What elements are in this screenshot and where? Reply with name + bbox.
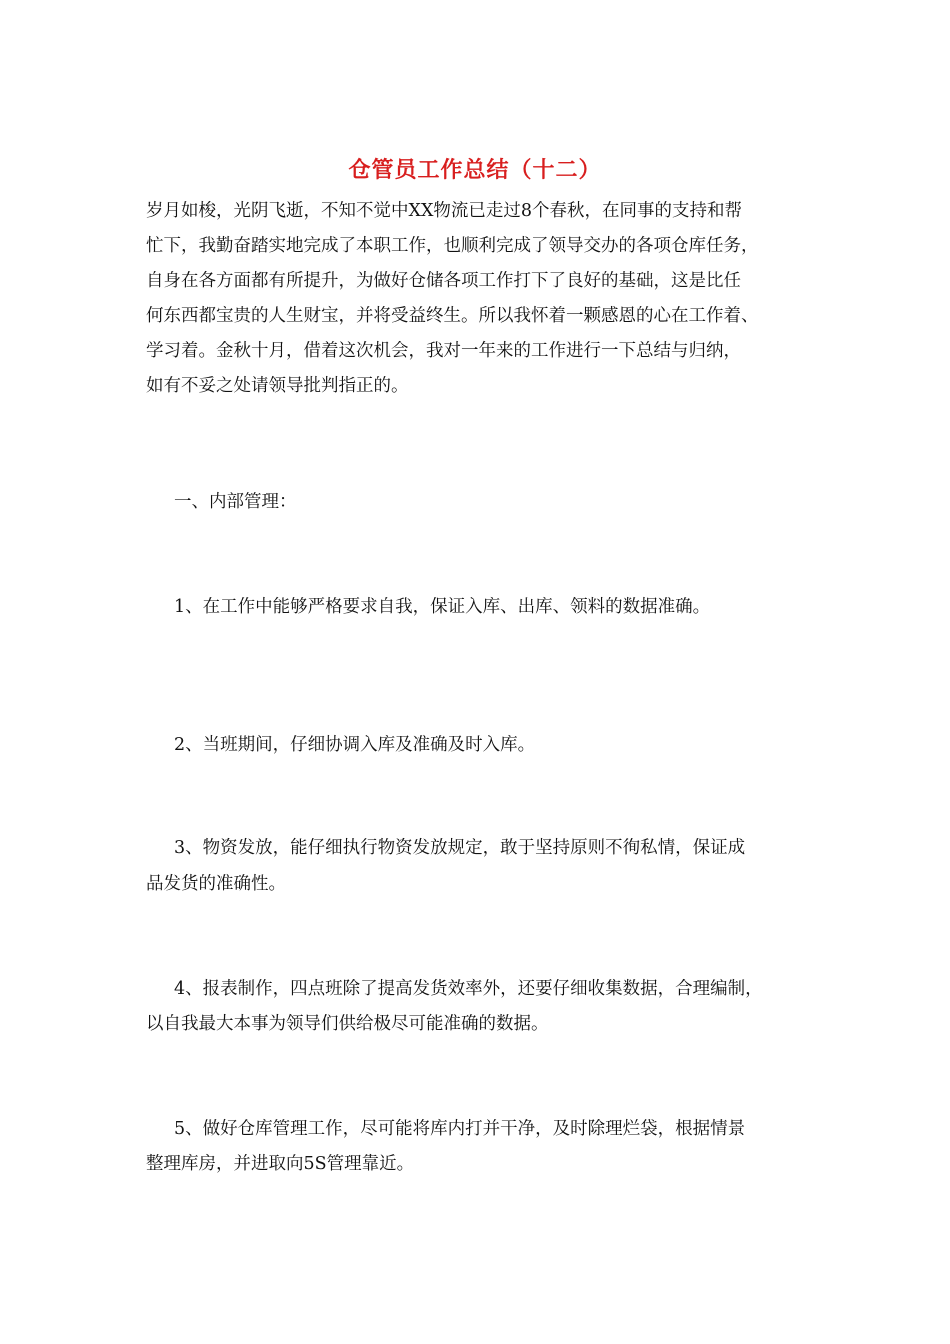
item-5-line-2: 整理库房，并进取向5S管理靠近。 xyxy=(146,1154,415,1174)
intro-line-2: 忙下，我勤奋踏实地完成了本职工作，也顺利完成了领导交办的各项仓库任务， xyxy=(146,236,759,256)
item-3-line-1: 3、物资发放，能仔细执行物资发放规定，敢于坚持原则不徇私情，保证成 xyxy=(174,838,746,858)
item-4-line-2: 以自我最大本事为领导们供给极尽可能准确的数据。 xyxy=(146,1014,549,1034)
section-heading: 一、内部管理： xyxy=(174,492,297,512)
intro-line-6: 如有不妥之处请领导批判指正的。 xyxy=(146,376,409,396)
intro-line-1: 岁月如梭，光阴飞逝，不知不觉中XX物流已走过8个春秋，在同事的支持和帮 xyxy=(146,201,743,221)
intro-line-3: 自身在各方面都有所提升，为做好仓储各项工作打下了良好的基础，这是比任 xyxy=(146,271,741,291)
document-title: 仓管员工作总结（十二） xyxy=(348,158,602,183)
intro-line-5: 学习着。金秋十月，借着这次机会，我对一年来的工作进行一下总结与归纳， xyxy=(146,341,741,361)
item-1-line-1: 1、在工作中能够严格要求自我，保证入库、出库、领料的数据准确。 xyxy=(174,597,711,617)
intro-line-4: 何东西都宝贵的人生财宝，并将受益终生。所以我怀着一颗感恩的心在工作着、 xyxy=(146,306,759,326)
item-2-line-1: 2、当班期间，仔细协调入库及准确及时入库。 xyxy=(174,735,536,755)
item-4-line-1: 4、报表制作，四点班除了提高发货效率外，还要仔细收集数据，合理编制， xyxy=(174,979,763,999)
item-3-line-2: 品发货的准确性。 xyxy=(146,874,286,894)
item-5-line-1: 5、做好仓库管理工作，尽可能将库内打并干净，及时除理烂袋，根据情景 xyxy=(174,1119,746,1139)
